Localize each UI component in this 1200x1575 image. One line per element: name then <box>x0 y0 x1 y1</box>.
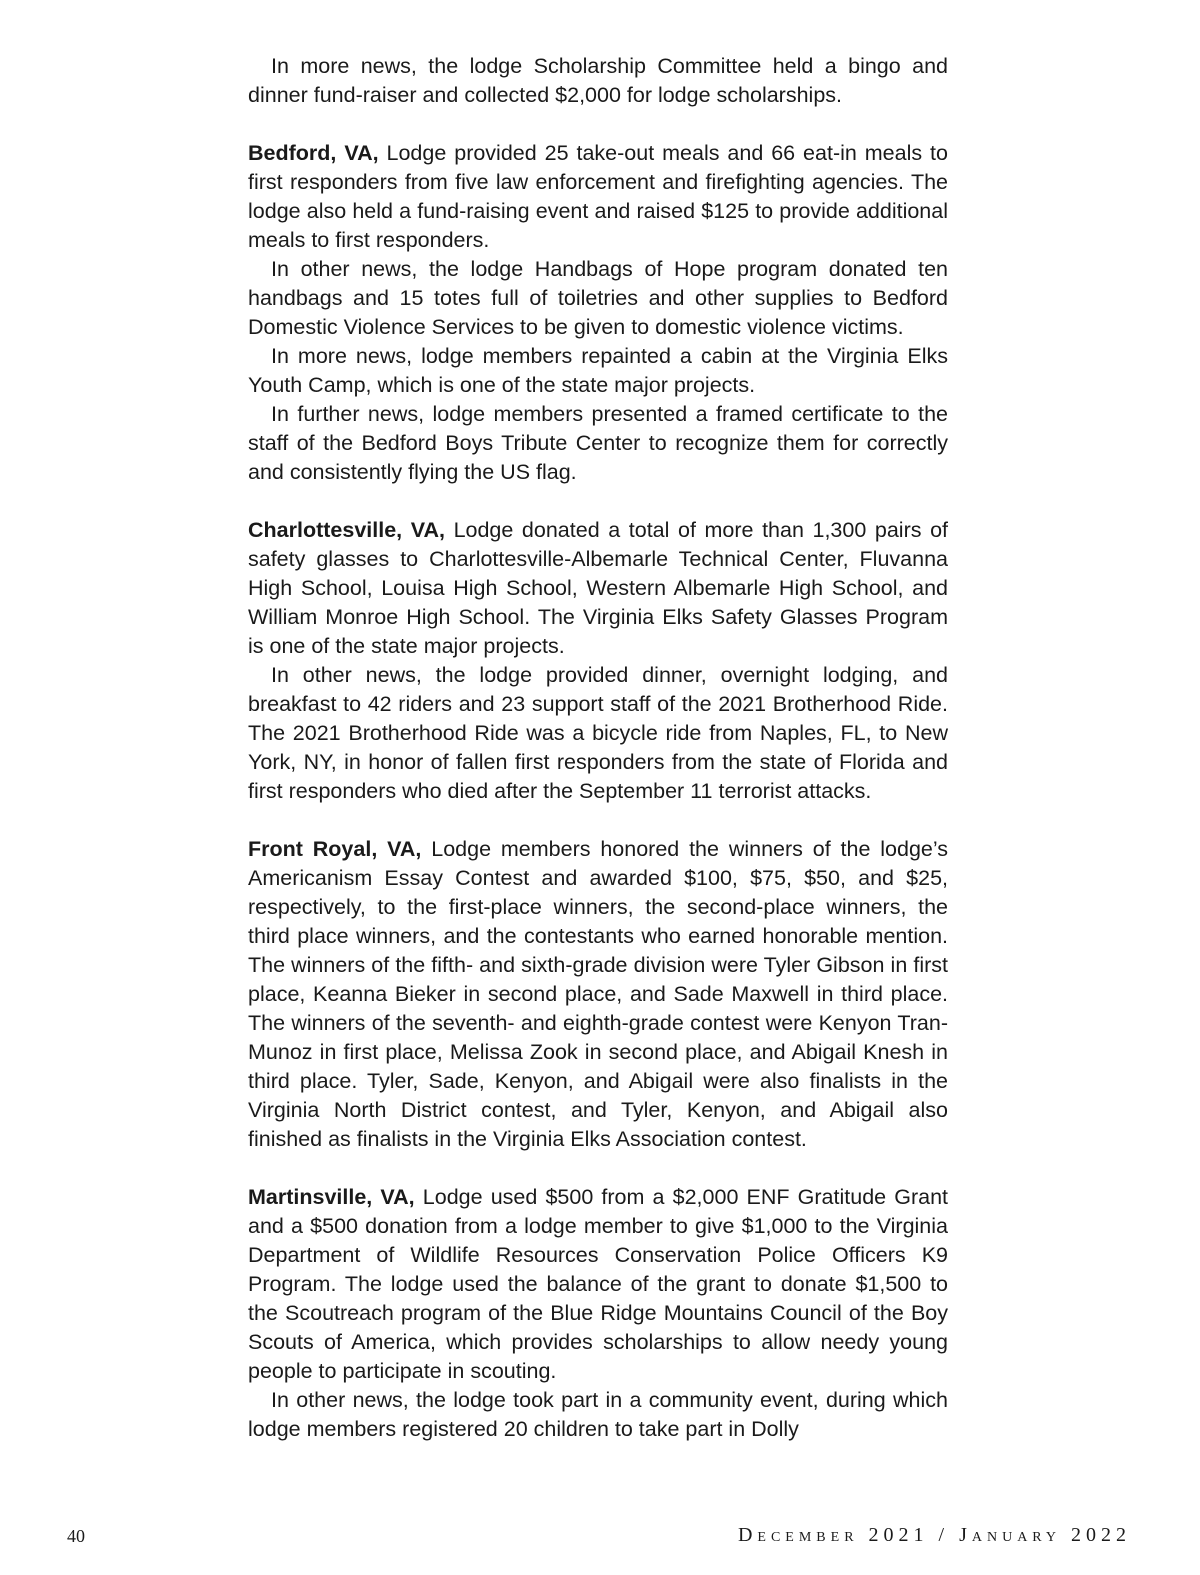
intro-section <box>248 52 948 110</box>
page-number: 40 <box>67 1526 85 1546</box>
bedford-paragraph-2: In other news, the lodge Handbags of Hope program donated ten handbags and 15 totes full of toiletries and other supplies to Bedford Domestic Violence Services to be given to domestic violence victims. <box>248 257 948 339</box>
bedford-place-heading: Bedford, VA, <box>248 141 379 165</box>
front-royal-section <box>248 835 948 1154</box>
bedford-paragraph-4: In further news, lodge members presented a framed certificate to the staff of the Bedford Boys Tribute Center to recognize them for correctly and consistently flying the US flag. <box>248 402 948 484</box>
front-royal-lead-text: Lodge members honored the winners of the lodge’s Americanism Essay Contest and awarded $100, $75, $50, and $25, respectively, to the first-place winners, the second-place winners, the third place winners, and the contestants who earned honorable mention. The winners of the fifth- and sixth-grade division were Tyler Gibson in first place, Keanna Bieker in second place, and Sade Maxwell in third place. The winners of the seventh- and eighth-grade contest were Kenyon Tran-Munoz in first place, Melissa Zook in second place, and Abigail Knesh in third place. Tyler, Sade, Kenyon, and Abigail were also finalists in the Virginia North District contest, and Tyler, Kenyon, and Abigail also finished as finalists in the Virginia Elks Association contest. <box>248 837 949 1151</box>
martinsville-lead-paragraph <box>248 1183 948 1386</box>
bedford-lead-text: Lodge provided 25 take-out meals and 66 eat-in meals to first responders from five law enforcement and firefighting agencies. The lodge also held a fund-raising event and raised $125 to provide additional meals to first responders. <box>248 141 948 252</box>
martinsville-lead-text: Lodge used $500 from a $2,000 ENF Gratitude Grant and a $500 donation from a lodge member to give $1,000 to the Virginia Department of Wildlife Resources Conservation Police Officers K9 Program. The lodge used the balance of the grant to donate $1,500 to the Scoutreach program of the Blue Ridge Mountains Council of the Boy Scouts of America, which provides scholarships to allow needy young people to participate in scouting. <box>248 1185 949 1383</box>
charlottesville-place-heading: Charlottesville, VA, <box>248 518 445 542</box>
martinsville-section <box>248 1183 948 1444</box>
bedford-lead-paragraph <box>248 139 948 255</box>
bedford-paragraph-3: In more news, lodge members repainted a cabin at the Virginia Elks Youth Camp, which is one of the state major projects. <box>248 344 948 397</box>
front-royal-lead-paragraph <box>248 835 948 1154</box>
issue-date: December 2021 / January 2022 <box>737 1524 1131 1546</box>
bedford-section <box>248 139 948 487</box>
front-royal-place-heading: Front Royal, VA, <box>248 837 422 861</box>
martinsville-place-heading: Martinsville, VA, <box>248 1185 415 1209</box>
article-column <box>248 52 948 1473</box>
intro-paragraph: In more news, the lodge Scholarship Committee held a bingo and dinner fund-raiser and collected $2,000 for lodge scholarships. <box>248 54 948 107</box>
martinsville-paragraph-2: In other news, the lodge took part in a community event, during which lodge members registered 20 children to take part in Dolly <box>248 1388 948 1441</box>
charlottesville-lead-paragraph <box>248 516 948 661</box>
charlottesville-section <box>248 516 948 806</box>
charlottesville-paragraph-2: In other news, the lodge provided dinner, overnight lodging, and breakfast to 42 riders and 23 support staff of the 2021 Brotherhood Ride. The 2021 Brotherhood Ride was a bicycle ride from Naples, FL, to New York, NY, in honor of fallen first responders from the state of Florida and first responders who died after the September 11 terrorist attacks. <box>248 663 948 803</box>
charlottesville-lead-text: Lodge donated a total of more than 1,300 pairs of safety glasses to Charlottesville-Albemarle Technical Center, Fluvanna High School, Louisa High School, Western Albemarle High School, and William Monroe High School. The Virginia Elks Safety Glasses Program is one of the state major projects. <box>248 518 948 658</box>
